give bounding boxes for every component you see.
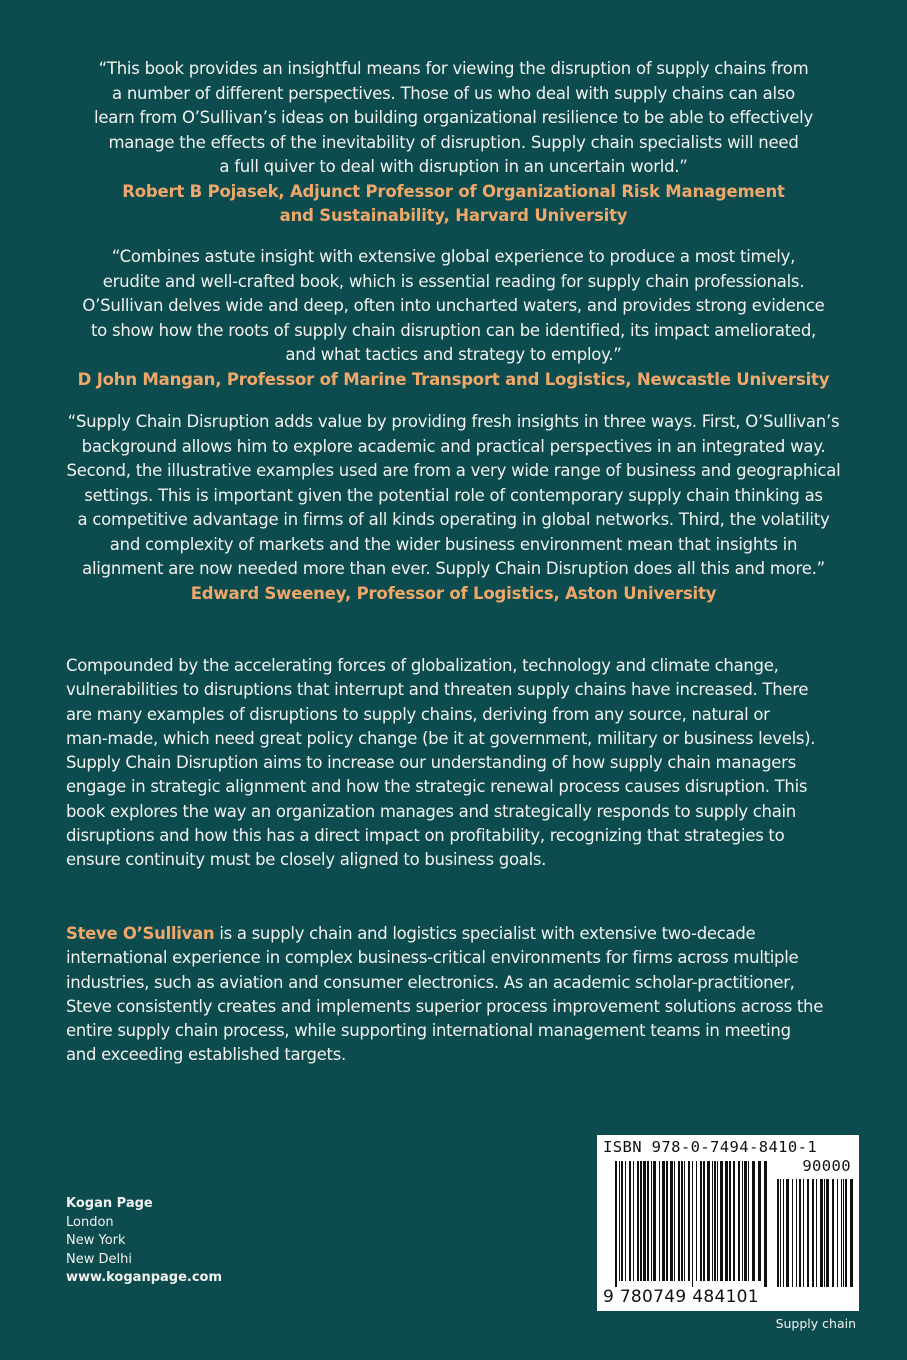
barcode-bar: [647, 1161, 649, 1281]
quote-text: “Supply Chain Disruption adds value by providing fresh insights in three ways. First, O’Sullivan’s background allows him to explore academic and practical perspectives in an integrated way. Second, the illustrative examples used are from a very wide range of business and geographical settings. This is important given the potential role of contemporary supply chain thinking as a competitive advantage in firms of all kinds operating in global networks. Third, the volatility and complexity of markets and the wider business environment mean that insights in alignment are now needed more than ever. Supply Chain Disruption does all this and more.”: [66, 412, 841, 578]
barcode-bar: [666, 1161, 668, 1281]
isbn-label: ISBN 978-0-7494-8410-1: [603, 1138, 818, 1156]
barcode-addon-bar: [803, 1179, 804, 1287]
barcode-addon-bar: [845, 1179, 847, 1287]
barcode-bar: [621, 1161, 623, 1281]
quote-attribution: D John Mangan, Professor of Marine Transport and Logistics, Newcastle University: [77, 369, 830, 389]
barcode-number: 9 780749 484101: [603, 1287, 759, 1307]
publisher-city: London: [66, 1214, 114, 1230]
barcode-bar: [696, 1161, 697, 1281]
isbn-barcode: [597, 1135, 859, 1311]
barcode-bar: [651, 1161, 652, 1281]
barcode-addon-bar: [824, 1179, 825, 1287]
price-addon-label: 90000: [802, 1157, 851, 1175]
barcode-bar: [629, 1161, 631, 1281]
barcode-bar: [758, 1161, 761, 1281]
barcode-bar: [707, 1161, 710, 1281]
barcode-bar: [688, 1161, 690, 1281]
quote-attribution: and Sustainability, Harvard University: [279, 206, 628, 225]
quote-attribution: Robert B Pojasek, Adjunct Professor of Organizational Risk Management: [122, 181, 785, 201]
barcode-bar: [738, 1161, 740, 1281]
quote-attribution: Edward Sweeney, Professor of Logistics, Aston University: [190, 583, 717, 603]
barcode-bar: [692, 1161, 693, 1287]
barcode-bar: [643, 1161, 646, 1281]
barcode-bar: [720, 1161, 723, 1281]
barcode-bar: [714, 1161, 716, 1281]
barcode-bar: [659, 1161, 660, 1281]
barcode-addon-bar: [850, 1179, 853, 1287]
book-description: Compounded by the accelerating forces of globalization, technology and climate change, vulnerabilities to disruptions that interrupt and threaten supply chains have increased. There are many examples of disruptions to supply chains, deriving from any source, natural or man-made, which need great policy change (be it at government, military or business levels). Supply Chain Disruption aims to increase our understanding of how supply chain managers engage in strategic alignment and how the strategic renewal process causes disruption. This book explores the way an organization manages and strategically responds to supply chain disruptions and how this has a direct impact on profitability, recognizing that strategies to ensure continuity must be closely aligned to business goals.: [66, 656, 816, 870]
barcode-bar: [742, 1161, 743, 1281]
barcode-addon-bar: [807, 1179, 809, 1287]
barcode-addon-bar: [832, 1179, 834, 1287]
barcode-bar: [674, 1161, 675, 1281]
publisher-website: www.koganpage.com: [66, 1270, 223, 1285]
barcode-bar: [637, 1161, 639, 1281]
review-quote-2: [58, 245, 849, 392]
barcode-bar: [678, 1161, 680, 1281]
review-quote-3: [58, 410, 849, 606]
barcode-bar: [633, 1161, 634, 1281]
barcode-addon-bar: [820, 1179, 823, 1287]
barcode-addon-bar: [777, 1179, 779, 1287]
barcode-bar: [700, 1161, 702, 1281]
quote-text: “Combines astute insight with extensive global experience to produce a most timely, erudite and well-crafted book, which is essential reading for supply chain professionals. O’Sullivan delves wide and deep, often into uncharted waters, and provides strong evidence to show how the roots of supply chain disruption can be identified, its impact ameliorated, and what tactics and strategy to employ.”: [82, 247, 825, 364]
barcode-addon-bar: [796, 1179, 797, 1287]
barcode-addon-bar: [843, 1179, 844, 1287]
publisher-name: Kogan Page: [66, 1196, 153, 1211]
barcode-bar: [752, 1161, 755, 1281]
barcode-bars: [597, 1135, 859, 1311]
barcode-addon-bar: [783, 1179, 784, 1287]
barcode-addon-bar: [826, 1179, 829, 1287]
barcode-bar: [684, 1161, 685, 1281]
barcode-bar: [733, 1161, 735, 1281]
barcode-addon-bar: [841, 1179, 842, 1287]
barcode-addon-bar: [780, 1179, 781, 1287]
barcode-addon-bar: [837, 1179, 838, 1287]
quote-text: “This book provides an insightful means for viewing the disruption of supply chains from a number of different perspectives. Those of us who deal with supply chains can also learn from O’Sullivan’s ideas on building organizational resilience to be able to effectively manage the effects of the inevitability of disruption. Supply chain specialists will need a full quiver to deal with disruption in an uncertain world.”: [94, 59, 813, 176]
publisher-info: [66, 1195, 222, 1288]
barcode-bar: [670, 1161, 673, 1281]
barcode-bar: [712, 1161, 713, 1281]
barcode-bar: [717, 1161, 718, 1281]
author-bio: Steve O’Sullivan is a supply chain and logistics specialist with extensive two-decade international experience in complex business-critical environments for firms across multiple industries, such as aviation and consumer electronics. As an academic scholar-practitioner, Steve consistently creates and implements superior process improvement solutions across the entire supply chain process, while supporting international management teams in meeting and exceeding established targets.: [66, 924, 824, 1065]
barcode-addon-bar: [799, 1179, 801, 1287]
barcode-bar: [744, 1161, 747, 1281]
barcode-bar: [653, 1161, 656, 1281]
author-name: Steve O’Sullivan: [66, 924, 215, 943]
barcode-addon-bar: [812, 1179, 814, 1287]
barcode-bar: [625, 1161, 626, 1281]
barcode-addon-bar: [792, 1179, 793, 1287]
barcode-addon-bar: [816, 1179, 817, 1287]
category-label: Supply chain: [775, 1316, 856, 1331]
review-quote-1: [58, 57, 849, 229]
barcode-bar: [764, 1161, 767, 1287]
barcode-bar: [619, 1161, 620, 1281]
barcode-bar: [725, 1161, 728, 1281]
barcode-bar: [662, 1161, 665, 1281]
barcode-bar: [640, 1161, 642, 1281]
barcode-bar: [703, 1161, 705, 1281]
barcode-bar: [748, 1161, 749, 1281]
barcode-addon-bar: [786, 1179, 789, 1287]
barcode-bar: [729, 1161, 731, 1281]
publisher-city: New York: [66, 1233, 126, 1248]
barcode-bar: [615, 1161, 617, 1287]
barcode-bar: [681, 1161, 683, 1281]
publisher-city: New Delhi: [66, 1251, 132, 1267]
